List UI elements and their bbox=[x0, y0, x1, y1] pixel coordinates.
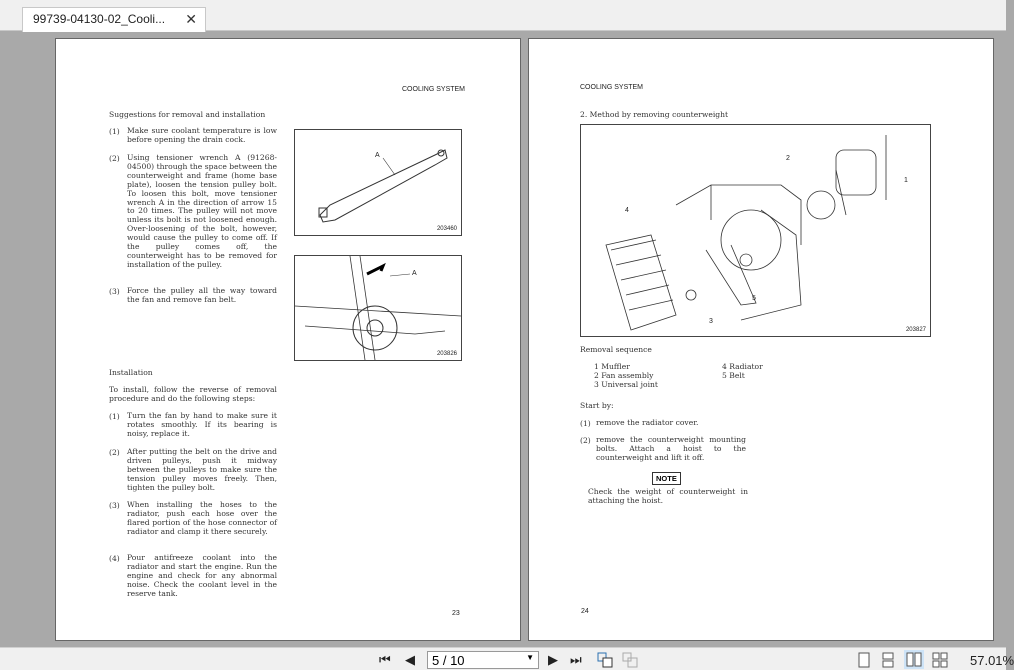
page-number: 23 bbox=[452, 610, 460, 617]
sequence-item: 3 Universal joint bbox=[594, 380, 658, 389]
continuous-facing-view-icon[interactable] bbox=[932, 652, 948, 668]
zoom-level[interactable]: 57.01% bbox=[970, 653, 1014, 668]
note-text: Check the weight of counterweight in attaching the hoist. bbox=[588, 487, 748, 505]
next-page-button[interactable]: ▶ bbox=[548, 652, 558, 667]
wrench-illustration bbox=[295, 130, 461, 235]
page-selector[interactable] bbox=[427, 651, 539, 669]
page-header: COOLING SYSTEM bbox=[580, 84, 644, 91]
start-by-label: Start by: bbox=[580, 401, 614, 410]
step-text: Pour antifreeze coolant into the radiator and start the engine. Run the engine and check for any abnormal noise. Check the coolant level in the reserve tank. bbox=[127, 553, 277, 598]
figure-cooling-assembly bbox=[580, 124, 931, 337]
step-number: (4) bbox=[109, 554, 120, 563]
step-text: After putting the belt on the drive and driven pulleys, push it midway between the pulleys to make sure the tension pulley moves freely. Then, tighten the pulley bolt. bbox=[127, 447, 277, 492]
step-number: (1) bbox=[580, 419, 591, 428]
fit-page-icon[interactable] bbox=[622, 652, 638, 668]
step-number: (2) bbox=[109, 448, 120, 457]
cooling-assembly-illustration bbox=[581, 125, 930, 336]
install-intro: To install, follow the reverse of removal procedure and do the following steps: bbox=[109, 385, 277, 403]
prev-page-button[interactable]: ◀ bbox=[405, 652, 415, 667]
callout-label: A bbox=[375, 152, 380, 159]
page-header: COOLING SYSTEM bbox=[402, 86, 466, 93]
bottom-toolbar bbox=[0, 647, 1014, 670]
callout-5: 5 bbox=[752, 295, 756, 302]
note-badge: NOTE bbox=[652, 472, 681, 485]
facing-view-icon[interactable] bbox=[904, 650, 924, 669]
section-title: Installation bbox=[109, 368, 153, 377]
single-page-view-icon[interactable] bbox=[857, 652, 871, 668]
step-text: Make sure coolant temperature is low before opening the drain cock. bbox=[127, 126, 277, 144]
callout-3: 3 bbox=[709, 318, 713, 325]
wrench-usage-illustration bbox=[295, 256, 461, 360]
first-page-button[interactable]: ⏮ bbox=[379, 652, 391, 667]
figure-wrench-usage bbox=[294, 255, 462, 361]
page-indicator: 5 / 10 bbox=[432, 653, 465, 668]
page-23 bbox=[55, 38, 521, 641]
close-icon[interactable]: ✕ bbox=[185, 11, 197, 27]
document-tab[interactable] bbox=[22, 7, 206, 32]
section-title: Removal sequence bbox=[580, 345, 652, 354]
step-number: (1) bbox=[109, 127, 120, 136]
sequence-item: 2 Fan assembly bbox=[594, 371, 654, 380]
sequence-item: 4 Radiator bbox=[722, 362, 763, 371]
page-24 bbox=[528, 38, 994, 641]
step-text: remove the counterweight mounting bolts. Attach a hoist to the counterweight and lift it off. bbox=[596, 435, 746, 462]
step-text: When installing the hoses to the radiator, push each hose over the flared portion of the hose connector of radiator and clamp it there securely. bbox=[127, 500, 277, 536]
callout-4: 4 bbox=[625, 207, 629, 214]
section-title: 2. Method by removing counterweight bbox=[580, 110, 729, 119]
figure-tensioner-wrench bbox=[294, 129, 462, 236]
page-number: 24 bbox=[581, 608, 589, 615]
step-number: (1) bbox=[109, 412, 120, 421]
callout-1: 1 bbox=[904, 177, 908, 184]
callout-2: 2 bbox=[786, 155, 790, 162]
last-page-button[interactable]: ⏭ bbox=[570, 652, 582, 667]
step-text: Force the pulley all the way toward the fan and remove fan belt. bbox=[127, 286, 277, 304]
section-title: Suggestions for removal and installation bbox=[109, 110, 266, 119]
tab-bar bbox=[0, 0, 1006, 31]
figure-number: 203460 bbox=[436, 226, 457, 232]
step-text: Turn the fan by hand to make sure it rotates smoothly. If its bearing is noisy, replace it. bbox=[127, 411, 277, 438]
sequence-item: 5 Belt bbox=[722, 371, 745, 380]
figure-number: 203826 bbox=[436, 351, 457, 357]
step-text: remove the radiator cover. bbox=[596, 418, 699, 427]
step-number: (3) bbox=[109, 501, 120, 510]
rotate-page-icon[interactable] bbox=[597, 652, 613, 668]
continuous-view-icon[interactable] bbox=[881, 652, 895, 668]
step-number: (3) bbox=[109, 287, 120, 296]
step-number: (2) bbox=[580, 436, 591, 445]
step-number: (2) bbox=[109, 154, 120, 163]
chevron-down-icon: ▼ bbox=[526, 653, 534, 662]
callout-label: A bbox=[412, 270, 417, 277]
step-text: Using tensioner wrench A (91268-04500) through the space between the counterweight and frame (home base plate), loosen the tension pulley bolt. To loosen this bolt, move tensioner wrench A in the direction of arrow 15 to 20 times. The pulley will not move unless its bolt is not loosened enough. Over-loosening of the bolt, however, would cause the pulley to come off. If the pulley comes off, the counterweight has to be removed for installation of the pulley. bbox=[127, 153, 277, 269]
figure-number: 203827 bbox=[905, 327, 926, 333]
tab-title: 99739-04130-02_Cooli... bbox=[33, 12, 166, 26]
sequence-item: 1 Muffler bbox=[594, 362, 630, 371]
